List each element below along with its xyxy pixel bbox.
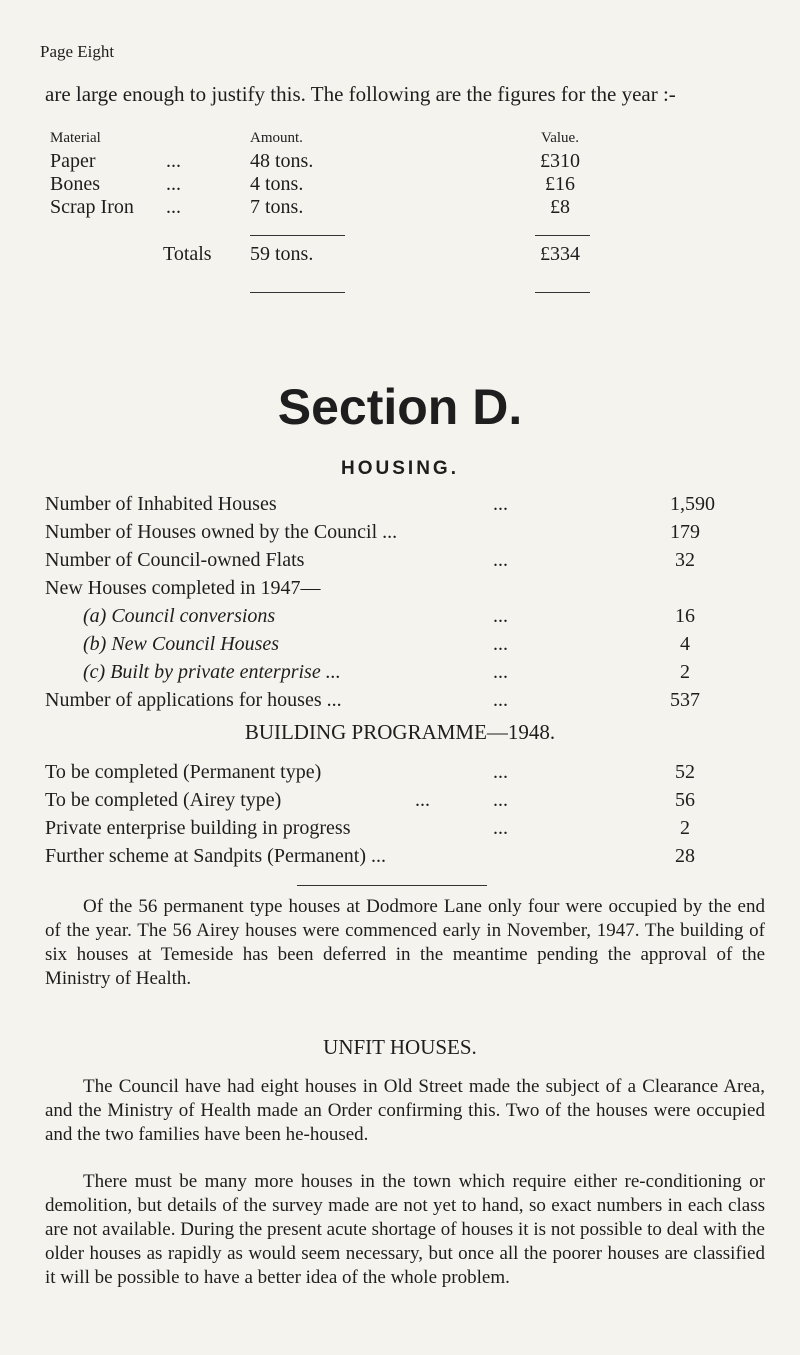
material-value: £310 <box>540 150 580 172</box>
paragraph-text: Of the 56 permanent type houses at Dodmore Lane only four were occupied by the end of the year. The 56 Airey houses were commenced early in November, 1947. The building of six houses at Temeside has been deferred in the meantime pending the approval of the Ministry of Health. <box>45 896 765 989</box>
leader-dots: ... <box>493 689 508 711</box>
divider <box>297 885 487 886</box>
building-programme-heading: BUILDING PROGRAMME—1948. <box>244 720 556 744</box>
item-value: 2 <box>680 661 690 683</box>
header-material: Material <box>50 130 101 146</box>
material-amount: 4 tons. <box>250 173 304 195</box>
list-item <box>45 786 745 814</box>
leader-dots: ... <box>493 817 508 839</box>
list-item <box>45 758 745 786</box>
programme-paragraph <box>45 895 765 991</box>
leader-dots: ... <box>493 493 508 515</box>
item-value: 1,590 <box>670 493 715 515</box>
list-item <box>45 686 745 714</box>
unfit-paragraph-1 <box>45 1075 765 1147</box>
item-label: (c) Built by private enterprise ... <box>83 661 341 683</box>
list-item <box>45 630 745 658</box>
material-value: £8 <box>550 196 570 218</box>
header-amount: Amount. <box>250 130 303 146</box>
material-name: Scrap Iron <box>50 196 134 218</box>
material-amount: 48 tons. <box>250 150 314 172</box>
leader-dots: ... <box>493 605 508 627</box>
item-label: To be completed (Permanent type) <box>45 761 322 783</box>
item-label: New Houses completed in 1947— <box>45 577 321 599</box>
item-label: Number of Inhabited Houses <box>45 493 277 515</box>
totals-label: Totals <box>163 243 212 265</box>
section-title: Section D. <box>277 379 523 435</box>
item-value: 56 <box>675 789 695 811</box>
item-value: 32 <box>675 549 695 571</box>
item-value: 179 <box>670 521 700 543</box>
totals-amount: 59 tons. <box>250 243 314 265</box>
item-label: Further scheme at Sandpits (Permanent) ... <box>45 845 387 867</box>
item-value: 4 <box>680 633 690 655</box>
housing-heading: HOUSING. <box>341 458 459 479</box>
leader-dots: ... <box>493 761 508 783</box>
header-value: Value. <box>541 130 579 146</box>
item-label: Number of Houses owned by the Council ... <box>45 521 398 543</box>
table-row <box>50 150 670 173</box>
item-value: 28 <box>675 845 695 867</box>
list-item <box>45 546 745 574</box>
unfit-paragraph-2 <box>45 1170 765 1290</box>
leader-dots: ... <box>166 173 181 195</box>
material-name: Paper <box>50 150 96 172</box>
table-header <box>50 130 670 150</box>
item-label: Number of applications for houses ... <box>45 689 342 711</box>
list-item <box>45 658 745 686</box>
leader-dots: ... <box>493 633 508 655</box>
intro-paragraph: are large enough to justify this. The following are the figures for the year :- <box>45 82 676 106</box>
housing-list <box>45 490 745 714</box>
item-value: 16 <box>675 605 695 627</box>
leader-dots: ... <box>493 661 508 683</box>
list-item <box>45 490 745 518</box>
leader-dots: ... <box>493 789 508 811</box>
divider <box>535 292 590 293</box>
item-label: Private enterprise building in progress <box>45 817 351 839</box>
material-value: £16 <box>545 173 575 195</box>
leader-dots: ... <box>415 789 430 811</box>
totals-row <box>50 243 670 266</box>
table-row <box>50 196 670 219</box>
list-item <box>45 842 745 870</box>
divider <box>250 235 345 236</box>
divider <box>535 235 590 236</box>
list-item <box>45 602 745 630</box>
item-value: 2 <box>680 817 690 839</box>
material-name: Bones <box>50 173 100 195</box>
item-label: (b) New Council Houses <box>83 633 280 655</box>
building-programme-list <box>45 758 745 870</box>
item-value: 52 <box>675 761 695 783</box>
leader-dots: ... <box>493 549 508 571</box>
list-item <box>45 814 745 842</box>
list-item <box>45 518 745 546</box>
item-value: 537 <box>670 689 700 711</box>
material-amount: 7 tons. <box>250 196 304 218</box>
leader-dots: ... <box>166 196 181 218</box>
item-label: (a) Council conversions <box>83 605 276 627</box>
table-row <box>50 173 670 196</box>
paragraph-text: There must be many more houses in the town which require either re-conditioning or demolition, but details of the survey made are not yet to hand, so exact numbers in each class are not available. During the present acute shortage of houses it is not possible to deal with the older houses as rapidly as would seem necessary, but once all the poorer houses are classified it will be possible to have a better idea of the whole problem. <box>45 1171 765 1288</box>
item-label: To be completed (Airey type) <box>45 789 282 811</box>
item-label: Number of Council-owned Flats <box>45 549 305 571</box>
paragraph-text: The Council have had eight houses in Old Street made the subject of a Clearance Area, and the Ministry of Health made an Order confirming this. Two of the houses were occupied and the two families have been he-housed. <box>45 1076 765 1145</box>
page-number: Page Eight <box>40 42 115 61</box>
totals-value: £334 <box>540 243 580 265</box>
unfit-houses-heading: UNFIT HOUSES. <box>323 1035 477 1059</box>
leader-dots: ... <box>166 150 181 172</box>
list-item <box>45 574 745 602</box>
divider <box>250 292 345 293</box>
materials-table <box>50 130 670 266</box>
